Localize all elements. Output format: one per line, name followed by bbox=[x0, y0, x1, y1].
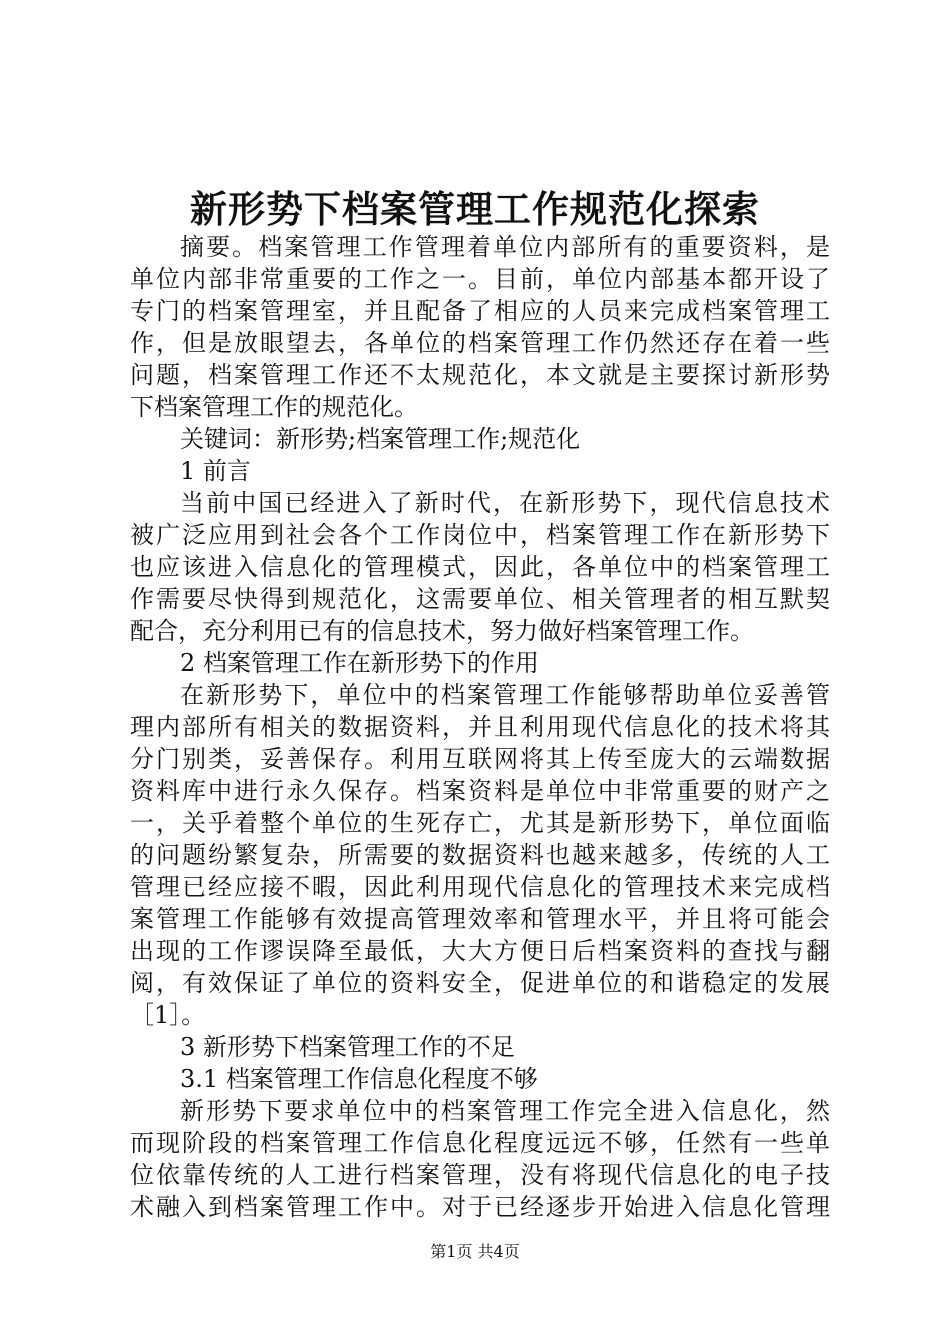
paragraph-line: 位依靠传统的人工进行档案管理，没有将现代信息化的电子技 bbox=[130, 1161, 830, 1189]
paragraph-line: 作需要尽快得到规范化，这需要单位、相关管理者的相互默契 bbox=[130, 585, 830, 613]
paragraph-line: 被广泛应用到社会各个工作岗位中，档案管理工作在新形势下 bbox=[130, 521, 830, 549]
paragraph-line: 资料库中进行永久保存。档案资料是单位中非常重要的财产之 bbox=[130, 777, 830, 805]
paragraph-line: 术融入到档案管理工作中。对于已经逐步开始进入信息化管理 bbox=[130, 1193, 830, 1221]
paragraph-line: 作，但是放眼望去，各单位的档案管理工作仍然还存在着一些 bbox=[130, 329, 830, 357]
paragraph-line: 管理已经应接不暇，因此利用现代信息化的管理技术来完成档 bbox=[130, 873, 830, 901]
paragraph-line: 专门的档案管理室，并且配备了相应的人员来完成档案管理工 bbox=[130, 297, 830, 325]
paragraph-line: 而现阶段的档案管理工作信息化程度远远不够，任然有一些单 bbox=[130, 1129, 830, 1157]
document-title: 新形势下档案管理工作规范化探索 bbox=[190, 187, 760, 231]
paragraph-line: 3.1 档案管理工作信息化程度不够 bbox=[180, 1065, 538, 1093]
paragraph-line: 关键词：新形势;档案管理工作;规范化 bbox=[180, 425, 581, 453]
document-body bbox=[130, 231, 830, 1223]
paragraph-line: 也应该进入信息化的管理模式，因此，各单位中的档案管理工 bbox=[130, 553, 830, 581]
paragraph-line: 在新形势下，单位中的档案管理工作能够帮助单位妥善管 bbox=[180, 681, 830, 709]
paragraph-line: 出现的工作谬误降至最低，大大方便日后档案资料的查找与翻 bbox=[130, 937, 830, 965]
paragraph-line: 配合，充分利用已有的信息技术，努力做好档案管理工作。 bbox=[130, 617, 754, 645]
paragraph-line: 3 新形势下档案管理工作的不足 bbox=[180, 1033, 515, 1061]
paragraph-line: 当前中国已经进入了新时代，在新形势下，现代信息技术 bbox=[180, 489, 830, 517]
page-footer: 第1页 共4页 bbox=[430, 1242, 520, 1261]
paragraph-line: 阅，有效保证了单位的资料安全，促进单位的和谐稳定的发展 bbox=[130, 969, 830, 997]
paragraph-line: 的问题纷繁复杂，所需要的数据资料也越来越多，传统的人工 bbox=[130, 841, 830, 869]
paragraph-line: 分门别类，妥善保存。利用互联网将其上传至庞大的云端数据 bbox=[130, 745, 830, 773]
paragraph-line: 摘要。档案管理工作管理着单位内部所有的重要资料，是 bbox=[180, 233, 830, 261]
paragraph-line: ［1］。 bbox=[130, 1001, 206, 1029]
paragraph-line: 理内部所有相关的数据资料，并且利用现代信息化的技术将其 bbox=[130, 713, 830, 741]
paragraph-line: 2 档案管理工作在新形势下的作用 bbox=[180, 649, 539, 677]
paragraph-line: 新形势下要求单位中的档案管理工作完全进入信息化，然 bbox=[180, 1097, 830, 1125]
paragraph-line: 案管理工作能够有效提高管理效率和管理水平，并且将可能会 bbox=[130, 905, 830, 933]
paragraph-line: 单位内部非常重要的工作之一。目前，单位内部基本都开设了 bbox=[130, 265, 830, 293]
paragraph-line: 一，关乎着整个单位的生死存亡，尤其是新形势下，单位面临 bbox=[130, 809, 830, 837]
paragraph-line: 下档案管理工作的规范化。 bbox=[130, 393, 418, 421]
paragraph-line: 1 前言 bbox=[180, 457, 251, 485]
paragraph-line: 问题，档案管理工作还不太规范化，本文就是主要探讨新形势 bbox=[130, 361, 830, 389]
